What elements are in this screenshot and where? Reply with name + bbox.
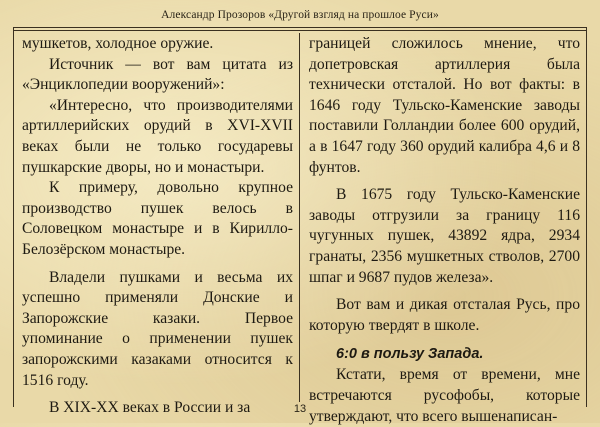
paragraph: В 1675 году Тульско-Каменские заводы отгрузили за границу 116 чугунных пушек, 43892 ядра, 2934 гранаты, 2356 мушкетных стволов, 2700 шпаг и 9687 пудов железа». bbox=[309, 186, 580, 286]
page-number: 13 bbox=[293, 403, 307, 415]
paragraph: Владели пушками и весьма их успешно применяли Донские и Запорожские казаки. Первое упоминание о применении пушек запорожскими казаками относится к 1516 году. bbox=[22, 268, 293, 389]
paragraph: Кстати, время от времени, мне встречаются русофобы, которые утверждают, что всего вышенаписан- bbox=[309, 366, 580, 425]
book-title: Александр Прозоров «Другой взгляд на прошлое Руси» bbox=[161, 9, 439, 21]
right-column bbox=[309, 34, 580, 427]
quote-paragraph: «Интересно, что производителями артиллерийских орудий в XVI-XVII веках были не только государевы пушкарские дворы, но и монастыри. bbox=[22, 96, 293, 176]
section-heading: 6:0 в пользу Запада. bbox=[336, 346, 484, 363]
column-divider bbox=[299, 33, 300, 402]
frame-left-border bbox=[13, 27, 14, 407]
header-rule-bottom bbox=[13, 30, 587, 31]
paragraph: В XIX-XX веках в России и за bbox=[49, 399, 251, 417]
paragraph: границей сложилось мнение, что допетровская артиллерия была технически отсталой. Но вот факты: в 1646 году Тульско-Каменские заводы поставили Голландии более 600 орудий, а в 1647 году 360 орудий калибра 4,6 и 8 фунтов. bbox=[309, 35, 580, 176]
header-rule-top bbox=[13, 27, 587, 28]
running-header bbox=[0, 0, 600, 33]
paragraph: мушкетов, холодное оружие. bbox=[22, 35, 214, 52]
paragraph: Вот вам и дикая отсталая Русь, про которую твердят в школе. bbox=[309, 296, 580, 334]
paragraph: К примеру, довольно крупное производство пушек велось в Соловецком монастыре и в Кирилло-Белозёрском монастыре. bbox=[22, 179, 293, 258]
frame-right-border bbox=[586, 27, 587, 407]
left-column bbox=[22, 34, 293, 419]
paragraph: Источник — вот вам цитата из «Энциклопедии вооружений»: bbox=[22, 55, 293, 94]
